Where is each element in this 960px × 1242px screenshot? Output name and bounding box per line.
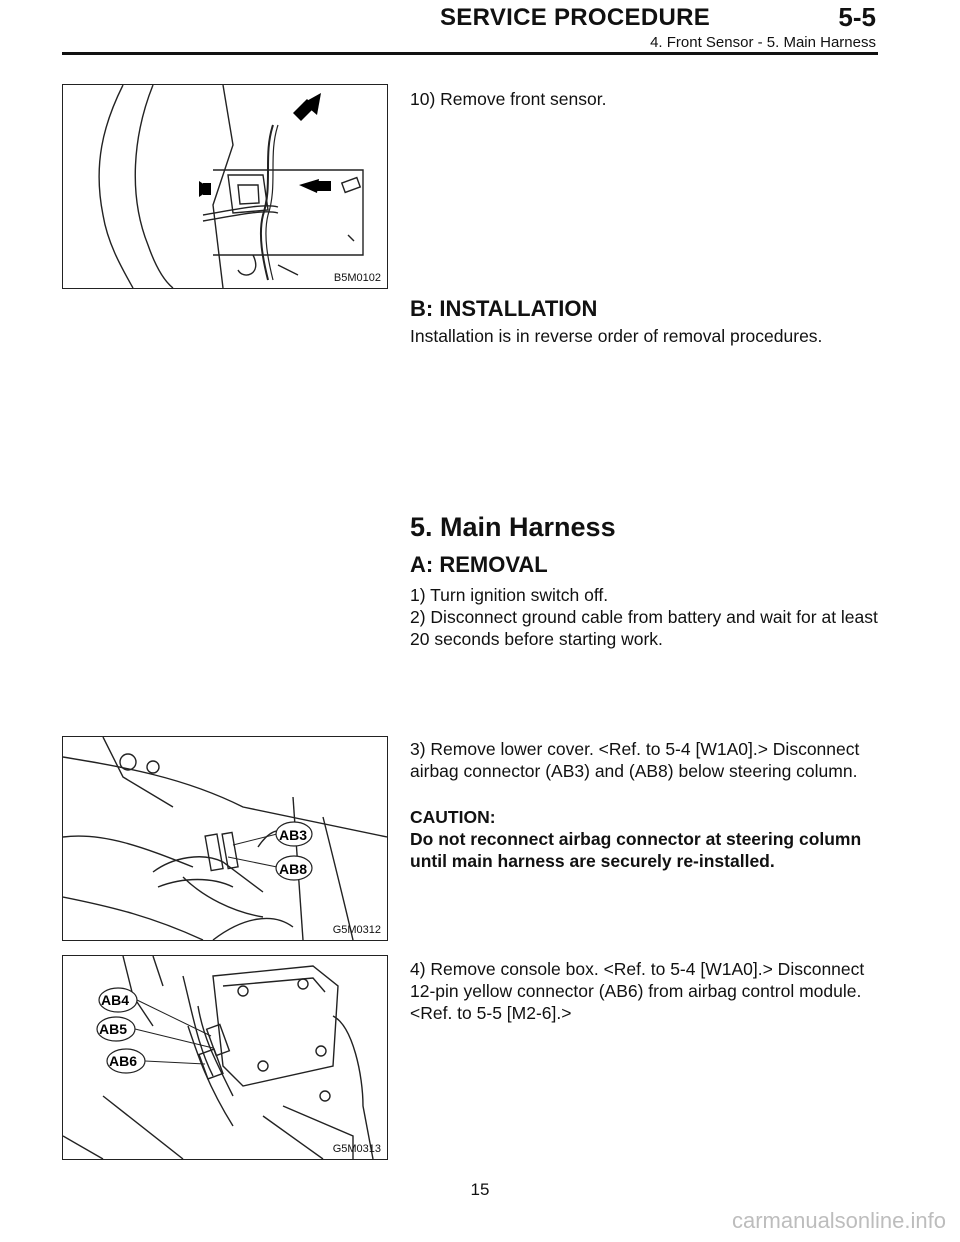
page-header-subtitle: 4. Front Sensor - 5. Main Harness: [650, 34, 876, 51]
callout-label: AB8: [279, 861, 308, 877]
step-3: 3) Remove lower cover. <Ref. to 5-4 [W1A0].> Disconnect airbag connector (AB3) and (AB8) below steering column.: [410, 739, 860, 781]
footer-watermark: carmanualsonline.info: [731, 1208, 946, 1233]
heading-removal: A: REMOVAL: [410, 552, 548, 577]
callout-label: AB5: [99, 1021, 128, 1037]
page-number: 15: [470, 1180, 490, 1199]
header-rule: [62, 52, 878, 55]
figure-id: G5M0313: [332, 1143, 381, 1155]
callout-label: AB3: [279, 827, 308, 843]
step-2: 2) Disconnect ground cable from battery and wait for at least 20 seconds before starting work.: [410, 607, 878, 649]
steering-connector-illustration: [63, 737, 387, 940]
figure-steering-connectors: [62, 736, 388, 941]
caution-text: Do not reconnect airbag connector at steering column until main harness are securely re-installed.: [410, 829, 862, 871]
step-1: 1) Turn ignition switch off.: [410, 585, 609, 605]
figure-id: B5M0102: [333, 272, 381, 284]
figure-front-sensor: [62, 84, 388, 289]
step-4: 4) Remove console box. <Ref. to 5-4 [W1A0].> Disconnect 12-pin yellow connector (AB6) from airbag control module. <Ref. to 5-5 [M2-6].>: [410, 959, 865, 1023]
heading-installation: B: INSTALLATION: [410, 296, 598, 321]
installation-text: Installation is in reverse order of removal procedures.: [410, 326, 823, 346]
front-sensor-illustration: [63, 85, 387, 288]
step-10: 10) Remove front sensor.: [410, 89, 607, 109]
section-number: 5-5: [838, 2, 876, 32]
console-connector-illustration: [63, 956, 387, 1159]
page-header-title: SERVICE PROCEDURE: [440, 4, 711, 31]
callout-label: AB6: [109, 1053, 138, 1069]
caution-label: CAUTION:: [410, 807, 496, 827]
heading-main-harness: 5. Main Harness: [410, 512, 616, 542]
callout-label: AB4: [101, 992, 130, 1008]
figure-console-connectors: [62, 955, 388, 1160]
figure-id: G5M0312: [332, 924, 381, 936]
